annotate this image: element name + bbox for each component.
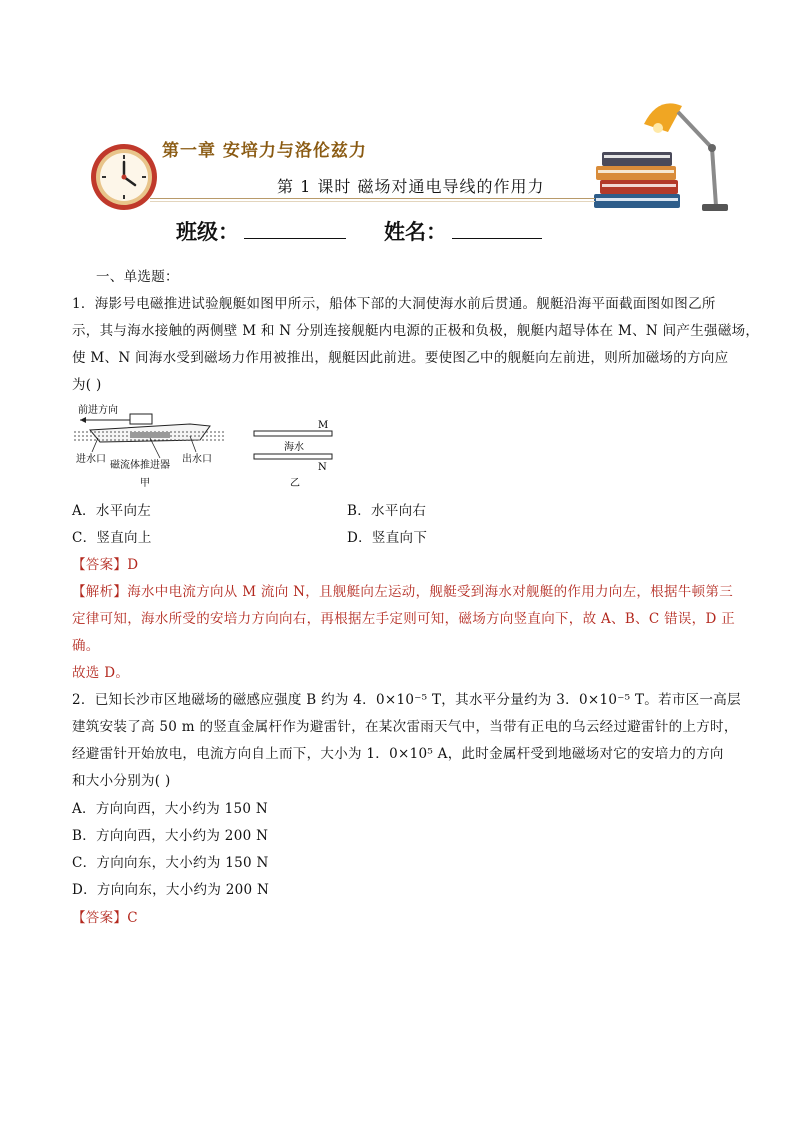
- ship-figure: [70, 400, 230, 490]
- wall-n-label: N: [318, 462, 327, 473]
- q1-answer-tag: 【答案】: [72, 557, 128, 573]
- outlet-label: 出水口: [182, 454, 212, 465]
- section-title: 一、单选题：: [96, 269, 179, 285]
- q1-analysis-line-3: 确。: [72, 638, 100, 654]
- q2-option-b[interactable]: B．方向向西，大小约为 200 N: [72, 828, 269, 844]
- class-label: 班级：: [176, 219, 239, 244]
- lesson-title: 第 1 课时 磁场对通电导线的作用力: [277, 177, 545, 196]
- q1-conclusion: 故选 D。: [72, 665, 130, 681]
- figure-a-label: 甲: [140, 478, 150, 489]
- q1-option-a[interactable]: A．水平向左: [72, 503, 152, 519]
- q1-line-2: 示，其与海水接触的两侧壁 M 和 N 分别连接舰艇内电源的正极和负极，舰艇内超导体在 M、N 间产生强磁场，: [72, 323, 760, 339]
- q2-option-c[interactable]: C．方向向东，大小约为 150 N: [72, 855, 269, 871]
- q1-analysis-text-1: 海水中电流方向从 M 流向 N，且舰艇向左运动，舰艇受到海水对舰艇的作用力向左，根据牛顿第三: [127, 584, 734, 600]
- figure-b-label: 乙: [290, 478, 300, 489]
- desk-lamp-icon: [638, 92, 728, 214]
- name-label: 姓名：: [384, 219, 447, 244]
- q2-option-d[interactable]: D．方向向东，大小约为 200 N: [72, 882, 270, 898]
- q2-line-4: 和大小分别为( ): [72, 773, 171, 789]
- header-divider-shadow: [150, 201, 595, 202]
- q2-line-2: 建筑安装了高 50 m 的竖直金属杆作为避雷针，在某次雷雨天气中，当带有正电的乌云经过避雷针的上方时，: [72, 719, 738, 735]
- thruster-label: 磁流体推进器: [110, 460, 170, 471]
- q2-answer-tag: 【答案】: [72, 910, 128, 926]
- q1-answer: [72, 552, 138, 579]
- forward-direction-label: 前进方向: [78, 405, 118, 416]
- clock-icon: [88, 141, 160, 213]
- q2-answer-value: C: [127, 910, 138, 926]
- seawater-label: 海水: [284, 442, 304, 453]
- class-blank[interactable]: [244, 238, 346, 239]
- q1-answer-value: D: [127, 557, 139, 573]
- header-divider: [150, 198, 595, 199]
- q1-option-d[interactable]: D．竖直向下: [347, 530, 428, 546]
- wall-m-label: M: [318, 420, 329, 431]
- cross-section-figure: [250, 416, 340, 492]
- q2-option-a[interactable]: A．方向向西，大小约为 150 N: [72, 801, 269, 817]
- q1-analysis-line-2: 定律可知，海水所受的安培力方向向右，再根据左手定则可知，磁场方向竖直向下，故 A、B、C 错误，D 正: [72, 611, 735, 627]
- name-blank[interactable]: [452, 238, 542, 239]
- q2-line-1: 2．已知长沙市区地磁场的磁感应强度 B 约为 4．0×10⁻⁵ T，其水平分量约为 3．0×10⁻⁵ T。若市区一高层: [72, 692, 741, 708]
- q2-line-3: 经避雷针开始放电，电流方向自上而下，大小为 1．0×10⁵ A，此时金属杆受到地磁场对它的安培力的方向: [72, 746, 724, 762]
- q2-answer: [72, 905, 138, 932]
- q1-line-3: 使 M、N 间海水受到磁场力作用被推出，舰艇因此前进。要使图乙中的舰艇向左前进，则所加磁场的方向应: [72, 350, 729, 366]
- q1-option-b[interactable]: B．水平向右: [347, 503, 427, 519]
- q1-analysis-tag: 【解析】: [72, 584, 128, 600]
- q1-line-4: 为( ): [72, 377, 102, 393]
- inlet-label: 进水口: [76, 454, 106, 465]
- q1-option-c[interactable]: C．竖直向上: [72, 530, 152, 546]
- q1-line-1: 1．海影号电磁推进试验舰艇如图甲所示，船体下部的大洞使海水前后贯通。舰艇沿海平面截面图如图乙所: [72, 296, 716, 312]
- q1-analysis-line-1: [72, 579, 733, 606]
- chapter-title: 第一章 安培力与洛伦兹力: [162, 141, 367, 161]
